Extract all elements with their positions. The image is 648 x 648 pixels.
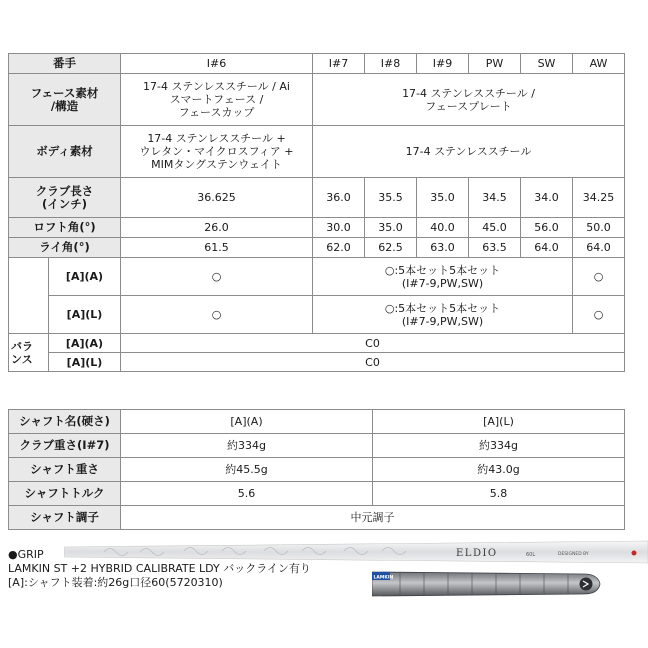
avail-i6: ○ [121,296,313,334]
loft-label: ロフト角(°) [9,218,121,238]
balance-row-l [9,353,625,372]
shaft-name-a: [A](A) [121,410,373,434]
grip-brand: LAMKIN [373,575,394,581]
shaft-weight-l: 約43.0g [373,458,625,482]
avail-blank [9,258,49,334]
balance-sub-label: [A](A) [49,334,121,353]
club-weight-label: クラブ重さ(I#7) [9,434,121,458]
avail-aw: ○ [573,258,625,296]
face-rest: 17-4 ステンレススチール / フェースプレート [313,74,625,126]
loft-value: 40.0 [417,218,469,238]
col-pw: PW [469,54,521,74]
club-weight-l: 約334g [373,434,625,458]
spec-table [8,53,625,372]
kick-value: 中元調子 [121,506,625,530]
shaft-weight-a: 約45.5g [121,458,373,482]
length-value: 34.5 [469,178,521,218]
shaft-brand: ELDIO [456,548,498,559]
body-row [9,126,625,178]
avail-set: ○:5本セット5本セット (I#7-9,PW,SW) [313,296,573,334]
loft-value: 30.0 [313,218,365,238]
grip-heading: ●GRIP [8,548,44,561]
avail-i6: ○ [121,258,313,296]
length-value: 35.5 [365,178,417,218]
torque-l: 5.8 [373,482,625,506]
loft-value: 50.0 [573,218,625,238]
torque-a: 5.6 [121,482,373,506]
avail-label: [A](A) [49,258,121,296]
shaft-flex: 60L [526,552,536,558]
number-label: 番手 [9,54,121,74]
length-value: 34.0 [521,178,573,218]
lie-value: 61.5 [121,238,313,258]
shaft-name-l: [A](L) [373,410,625,434]
lie-value: 63.0 [417,238,469,258]
shaft-name-row [9,410,625,434]
grip-line1: LAMKIN ST +2 HYBRID CALIBRATE LDY バックライン有り [8,562,311,575]
col-i8: I#8 [365,54,417,74]
loft-value: 26.0 [121,218,313,238]
grip-cap-icon [580,578,593,591]
kick-label: シャフト調子 [9,506,121,530]
length-row [9,178,625,218]
lie-row [9,238,625,258]
col-i6: I#6 [121,54,313,74]
avail-label: [A](L) [49,296,121,334]
lie-value: 64.0 [573,238,625,258]
avail-set: ○:5本セット5本セット (I#7-9,PW,SW) [313,258,573,296]
loft-value: 56.0 [521,218,573,238]
lie-value: 62.5 [365,238,417,258]
shaft-weight-row [9,458,625,482]
torque-row [9,482,625,506]
shaft-table [8,409,625,530]
grip-text [8,548,311,590]
col-aw: AW [573,54,625,74]
kick-row [9,506,625,530]
lie-value: 62.0 [313,238,365,258]
grip-line2: [A]:シャフト装着:約26g口径60(5720310) [8,576,223,589]
club-weight-row [9,434,625,458]
length-label: クラブ長さ (インチ) [9,178,121,218]
balance-value: C0 [121,334,625,353]
col-i7: I#7 [313,54,365,74]
col-i9: I#9 [417,54,469,74]
shaft-weight-label: シャフト重さ [9,458,121,482]
loft-row [9,218,625,238]
lie-label: ライ角(°) [9,238,121,258]
balance-sub-label: [A](L) [49,353,121,372]
body-i6: 17-4 ステンレススチール + ウレタン・マイクロスフィア + MIMタングステンウェイト [121,126,313,178]
length-value: 36.0 [313,178,365,218]
face-label: フェース素材 /構造 [9,74,121,126]
body-label: ボディ素材 [9,126,121,178]
avail-aw: ○ [573,296,625,334]
balance-row-a [9,334,625,353]
shaft-name-label: シャフト名(硬さ) [9,410,121,434]
length-value: 34.25 [573,178,625,218]
club-weight-a: 約334g [121,434,373,458]
loft-value: 35.0 [365,218,417,238]
length-value: 35.0 [417,178,469,218]
body-rest: 17-4 ステンレススチール [313,126,625,178]
loft-value: 45.0 [469,218,521,238]
face-i6: 17-4 ステンレススチール / Ai スマートフェース / フェースカップ [121,74,313,126]
balance-value: C0 [121,353,625,372]
avail-row-l [9,296,625,334]
balance-label: バラ ンス [9,334,49,372]
avail-row-a [9,258,625,296]
number-row [9,54,625,74]
shaft-designed: DESIGNED BY [558,552,589,557]
brand-mark-icon [632,551,637,556]
torque-label: シャフトトルク [9,482,121,506]
lie-value: 64.0 [521,238,573,258]
lie-value: 63.5 [469,238,521,258]
face-row [9,74,625,126]
grip-image [372,566,622,602]
col-sw: SW [521,54,573,74]
length-value: 36.625 [121,178,313,218]
